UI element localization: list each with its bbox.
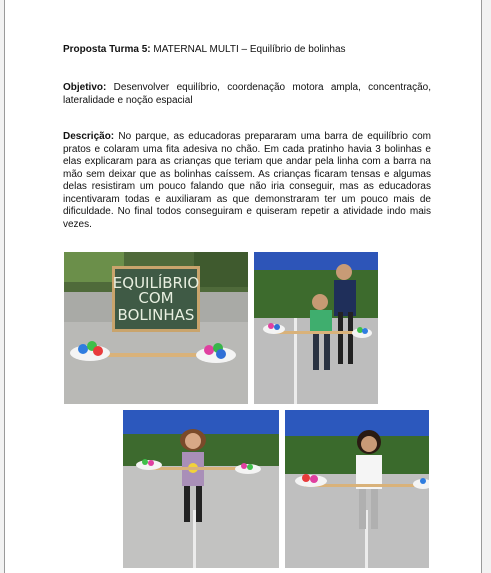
board-text-line2: COM <box>138 289 174 307</box>
descricao-paragraph <box>63 131 431 231</box>
objetivo-paragraph <box>63 82 431 107</box>
photo-teacher-and-child <box>254 252 378 404</box>
board-text-line3: BOLINHAS <box>117 306 195 324</box>
proposta-line <box>63 44 431 57</box>
proposta-value: MATERNAL MULTI – Equilíbrio de bolinhas <box>150 44 346 55</box>
proposta-label: Proposta Turma 5: <box>63 44 151 55</box>
descricao-value: No parque, as educadoras prepararam uma barra de equilíbrio com pratos e colaram uma fita adesiva no chão. Em cada pratinho havia 3 bolinhas e elas explicaram para as crianças que teriam que andar pela linha com a barra na mão sem deixar que as bolinhas caíssem. As crianças ficaram tensas e algumas delas resistiram um pouco falando que não iria conseguir, mas as educadoras incentivaram todas e auxiliaram as que demonstraram ter um pouco mais de dificuldade. No final todos conseguiram e quiseram repetir a atividade indo mais vezes. <box>63 131 431 230</box>
board-text-line1: EQUILÍBRIO <box>112 274 200 292</box>
document-page <box>4 0 482 573</box>
photo-child-white-shirt <box>285 410 429 568</box>
objetivo-value: Desenvolver equilíbrio, coordenação motora ampla, concentração, lateralidade e noção espacial <box>63 82 431 106</box>
photo-child-purple-shirt <box>123 410 279 568</box>
descricao-label: Descrição: <box>63 131 115 142</box>
photo-chalkboard-balance-bar <box>64 252 248 404</box>
objetivo-label: Objetivo: <box>63 82 107 93</box>
